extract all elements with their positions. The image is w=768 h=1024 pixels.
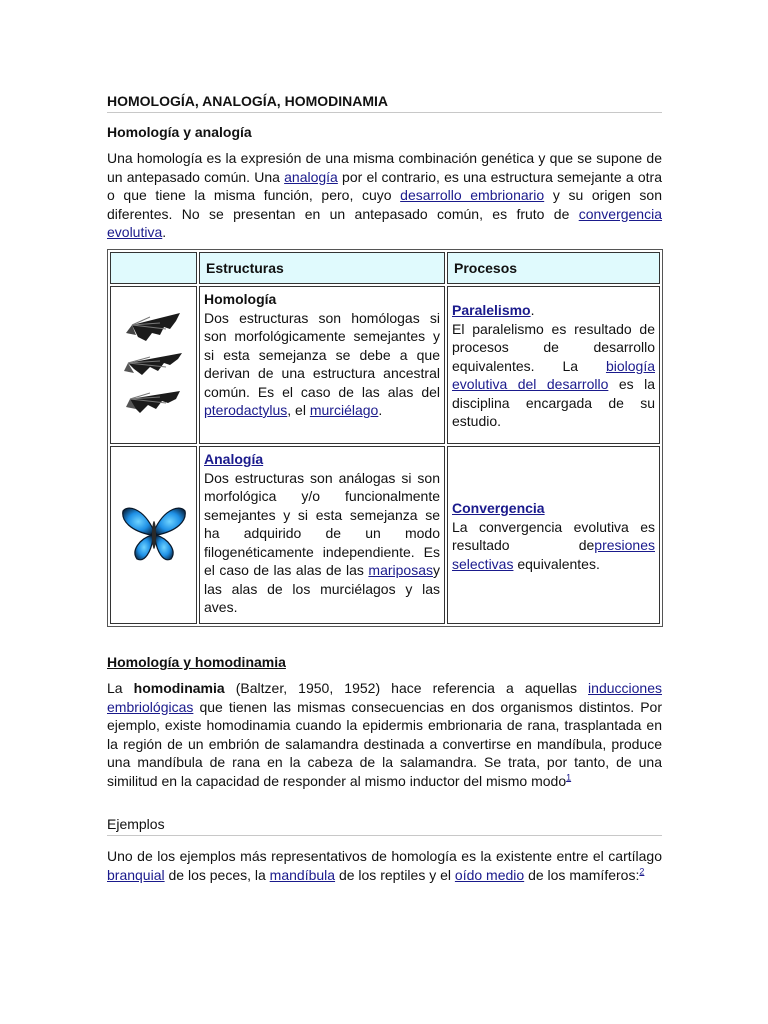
- link-pterodactylus[interactable]: pterodactylus: [204, 402, 288, 418]
- page-title: HOMOLOGÍA, ANALOGÍA, HOMODINAMIA: [107, 93, 662, 113]
- bat-pterodactyl-wings-image: [110, 286, 197, 444]
- header-estructuras: Estructuras: [199, 252, 445, 284]
- table-header-row: [110, 252, 660, 284]
- blue-butterfly-image: [110, 446, 197, 624]
- cell-analogia: [199, 446, 445, 624]
- link-analogia-title[interactable]: Analogía: [204, 451, 264, 467]
- link-convergencia[interactable]: Convergencia: [452, 500, 545, 516]
- cell-text: La convergencia evolutiva es resultado de: [452, 518, 655, 553]
- section-heading-homologia-analogia: Homología y analogía: [107, 124, 252, 140]
- cell-text: equivalentes.: [513, 555, 600, 572]
- butterfly-illustration-icon: [121, 501, 187, 565]
- link-presiones-selectivas[interactable]: presiones selectivas: [452, 537, 655, 572]
- para-text: de los mamíferos:: [524, 866, 640, 883]
- cell-paralelismo: [447, 286, 660, 444]
- link-analogia[interactable]: analogía: [284, 168, 338, 185]
- para-text: La: [107, 680, 134, 696]
- term-homodinamia: homodinamia: [133, 680, 225, 696]
- cell-text: .: [378, 402, 383, 418]
- intro-text: .: [162, 224, 167, 240]
- cell-text: , el: [287, 402, 310, 418]
- link-murcielago[interactable]: murciélago: [309, 402, 379, 418]
- link-oido-medio[interactable]: oído medio: [454, 866, 525, 883]
- link-convergencia-evolutiva[interactable]: convergencia evolutiva: [107, 205, 662, 240]
- cell-text: es la disciplina encargada de su estudio.: [452, 376, 655, 429]
- link-mandibula[interactable]: mandíbula: [269, 866, 336, 883]
- link-biologia-evolutiva[interactable]: biología evolutiva del desarrollo: [452, 357, 655, 392]
- cell-text: y las alas de los murciélagos y las aves.: [204, 562, 440, 615]
- link-mariposas[interactable]: mariposas: [368, 562, 433, 578]
- footnote-ref-1[interactable]: 1: [566, 771, 572, 782]
- cell-text: .: [530, 302, 535, 318]
- intro-paragraph: [107, 149, 662, 242]
- cell-text: Dos estructuras son homólogas si son morfológicamente semejantes y si esta semejanza se debe a que derivan de una estructura ancestral común. Es el caso de las alas del: [204, 309, 440, 400]
- intro-text: por el contrario, es una estructura semejante a otra o que tiene la misma función, pero, cuyo: [107, 168, 662, 203]
- link-desarrollo-embrionario[interactable]: desarrollo embrionario: [400, 187, 545, 203]
- comparison-table: [107, 249, 663, 627]
- link-inducciones-embriologicas[interactable]: inducciones embriológicas: [107, 680, 662, 715]
- footnote-ref-2[interactable]: 2: [639, 865, 645, 876]
- homodinamia-paragraph: [107, 679, 662, 790]
- wings-illustration-icon: [120, 303, 188, 423]
- cell-text: El paralelismo es resultado de procesos de desarrollo equivalentes. La: [452, 320, 655, 374]
- table-row: [110, 446, 660, 624]
- section-heading-ejemplos: Ejemplos: [107, 816, 662, 836]
- para-text: (Baltzer, 1950, 1952) hace referencia a aquellas: [224, 680, 589, 696]
- para-text: Uno de los ejemplos más representativos de homología es la existente entre el cartílago: [107, 848, 662, 864]
- intro-text: Una homología es la expresión de una misma combinación genética y que se supone de un antepasado común. Una: [107, 150, 662, 185]
- table-row: [110, 286, 660, 444]
- intro-text: y su origen son diferentes. No se presentan en un antepasado común, es fruto de: [107, 187, 662, 222]
- header-empty-cell: [110, 252, 197, 284]
- header-procesos: Procesos: [447, 252, 660, 284]
- cell-homologia: [199, 286, 445, 444]
- link-paralelismo[interactable]: Paralelismo: [452, 302, 531, 318]
- para-text: de los peces, la: [164, 866, 270, 883]
- cell-title-homologia: Homología: [204, 291, 277, 307]
- link-branquial[interactable]: branquial: [107, 866, 165, 883]
- cell-text: Dos estructuras son análogas si son morfológica y/o funcionalmente semejantes y si esta semejanza se ha adquirido de un modo filogenéticamente independiente. Es el caso de las alas de las: [204, 469, 440, 578]
- cell-convergencia: [447, 446, 660, 624]
- para-text: que tienen las mismas consecuencias en dos organismos distintos. Por ejemplo, existe homodinamia cuando la epidermis embrionaria de rana, trasplantada en la región de un embrión de salamandra destinada a convertirse en mandíbula, produce una mandíbula de rana en la cabeza de la salamandra. Se trata, por tanto, de una similitud en la capacidad de responder al mismo inductor del mismo modo: [107, 698, 662, 789]
- section-heading-homodinamia: Homología y homodinamia: [107, 654, 286, 670]
- para-text: de los reptiles y el: [335, 866, 455, 883]
- ejemplos-paragraph: [107, 847, 662, 884]
